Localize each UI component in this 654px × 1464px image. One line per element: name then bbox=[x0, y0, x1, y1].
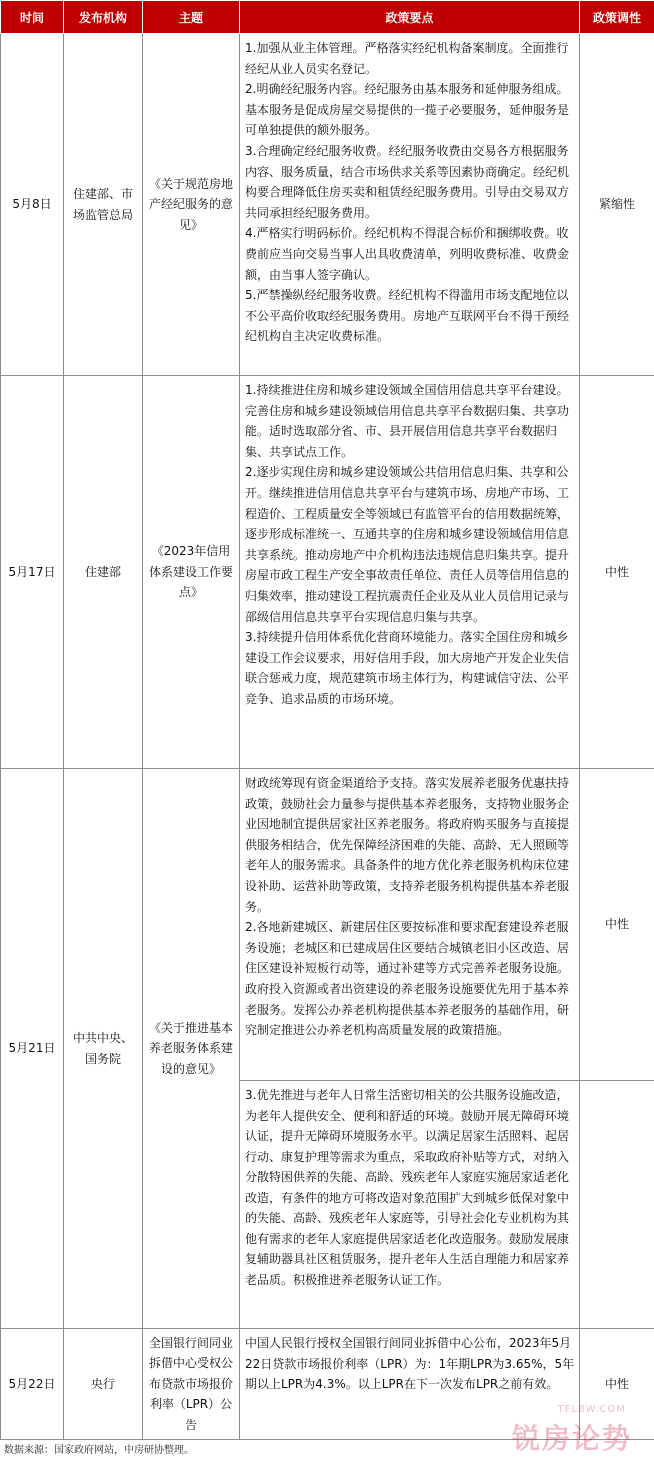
cell-date: 5月22日 bbox=[1, 1329, 64, 1440]
policy-point: 2.明确经纪服务内容。经纪服务由基本服务和延伸服务组成。基本服务是促成房屋交易提供的一揽子必要服务，延伸服务是可单独提供的额外服务。 bbox=[245, 82, 570, 138]
cell-org: 中共中央、国务院 bbox=[64, 769, 143, 1329]
policy-point: 财政统筹现有资金渠道给予支持。落实发展养老服务优惠扶持政策，鼓励社会力量参与提供基本养老服务，支持物业服务企业因地制宜提供居家社区养老服务。将政府购买服务与直接提供服务相结合，优先保障经济困难的失能、高龄、无人照顾等老年人的服务需求。具备条件的地方优化养老服务机构床位建设补助、运营补助等政策，支持养老服务机构提供基本养老服务。 bbox=[245, 776, 570, 914]
policy-point: 5.严禁操纵经纪服务收费。经纪机构不得滥用市场支配地位以不公平高价收取经纪服务费用。房地产互联网平台不得干预经纪机构自主决定收费标准。 bbox=[245, 288, 570, 344]
cell-date: 5月21日 bbox=[1, 769, 64, 1329]
table-row bbox=[1, 769, 654, 1081]
policy-point: 中国人民银行授权全国银行间同业拆借中心公布，2023年5月22日贷款市场报价利率（LPR）为：1年期LPR为3.65%，5年期以上LPR为4.3%。以上LPR在下一次发布LPR之前有效。 bbox=[245, 1336, 575, 1392]
cell-org: 央行 bbox=[64, 1329, 143, 1440]
table-row bbox=[1, 34, 654, 376]
cell-date: 5月8日 bbox=[1, 34, 64, 376]
watermark-name: 锐房论势 bbox=[511, 1422, 632, 1455]
header-date: 时间 bbox=[1, 1, 64, 34]
cell-points bbox=[240, 376, 580, 769]
policy-point: 3.持续提升信用体系优化营商环境能力。落实全国住房和城乡建设工作会议要求，用好信用手段，加大房地产开发企业失信联合惩戒力度，规范建筑市场主体行为，构建诚信守法、公平竞争、追求品质的市场环境。 bbox=[245, 630, 570, 706]
cell-topic: 《关于规范房地产经纪服务的意见》 bbox=[143, 34, 240, 376]
header-topic: 主题 bbox=[143, 1, 240, 34]
cell-tone: 紧缩性 bbox=[580, 34, 654, 376]
cell-tone: 中性 bbox=[580, 1329, 654, 1440]
cell-org: 住建部 bbox=[64, 376, 143, 769]
cell-topic: 全国银行间同业拆借中心受权公布贷款市场报价利率（LPR）公告 bbox=[143, 1329, 240, 1440]
policy-point: 1.加强从业主体管理。严格落实经纪机构备案制度。全面推行经纪从业人员实名登记。 bbox=[245, 41, 569, 76]
policy-point: 4.严格实行明码标价。经纪机构不得混合标价和捆绑收费。收费前应当向交易当事人出具收费清单，列明收费标准、收费金额，由当事人签字确认。 bbox=[245, 226, 570, 282]
policy-point: 3.合理确定经纪服务收费。经纪服务收费由交易各方根据服务内容、服务质量，结合市场供求关系等因素协商确定。经纪机构要合理降低住房买卖和租赁经纪服务费用。引导由交易双方共同承担经纪服务费用。 bbox=[245, 143, 570, 220]
policy-point: 2.逐步实现住房和城乡建设领域公共信用信息归集、共享和公开。继续推进信用信息共享平台与建筑市场、房地产市场、工程造价、工程质量安全等领域已有监管平台的信用数据统筹，逐步形成标准统一、互通共享的住房和城乡建设领域信用信息共享系统。推动房地产中介机构违法违规信息归集共享。提升房屋市政工程生产安全事故责任单位、责任人员等信用信息的归集效率，推动建设工程抗震责任企业及从业人员信用记录与部级信用信息共享平台实现信息归集与共享。 bbox=[245, 465, 570, 624]
policy-point: 3.优先推进与老年人日常生活密切相关的公共服务设施改造，为老年人提供安全、便利和舒适的环境。鼓励开展无障碍环境认证，提升无障碍环境服务水平。以满足居家生活照料、起居行动、康复护理等需求为重点，采取政府补贴等方式，对纳入分散特困供养的失能、高龄、残疾老年人家庭实施居家适老化改造，有条件的地方可将改造对象范围扩大到城乡低保对象中的失能、高龄、残疾老年人家庭等，引导社会化专业机构为其他有需求的老年人家庭提供居家适老化改造服务。鼓励发展康复辅助器具社区租赁服务，提升老年人生活自理能力和居家养老品质。积极推进养老服务认证工作。 bbox=[245, 1088, 570, 1287]
header-row bbox=[1, 1, 654, 34]
policy-point: 2.各地新建城区、新建居住区要按标准和要求配套建设养老服务设施；老城区和已建成居住区要结合城镇老旧小区改造、居住区建设补短板行动等，通过补建等方式完善养老服务设施。政府投入资源或者出资建设的养老服务设施要优先用于基本养老服务。发挥公办养老机构提供基本养老服务的基础作用，研究制定推进公办养老机构高质量发展的政策措施。 bbox=[245, 920, 570, 1038]
cell-points bbox=[240, 34, 580, 376]
cell-topic: 《2023年信用体系建设工作要点》 bbox=[143, 376, 240, 769]
source-note: 数据来源：国家政府网站，中房研协整理。 bbox=[4, 1445, 194, 1456]
watermark-url: TFLBW.COM bbox=[557, 1404, 626, 1415]
table-row bbox=[1, 376, 654, 769]
policy-point: 1.持续推进住房和城乡建设领域全国信用信息共享平台建设。完善住房和城乡建设领域信用信息共享平台数据归集、共享功能。适时选取部分省、市、县开展信用信息共享平台数据归集、共享试点工作。 bbox=[245, 383, 570, 459]
header-org: 发布机构 bbox=[64, 1, 143, 34]
cell-org: 住建部、市场监管总局 bbox=[64, 34, 143, 376]
cell-tone: 中性 bbox=[580, 376, 654, 769]
header-points: 政策要点 bbox=[240, 1, 580, 34]
cell-tone: 中性 bbox=[580, 769, 654, 1081]
cell-tone-empty bbox=[580, 1081, 654, 1329]
cell-points bbox=[240, 769, 580, 1081]
watermark-logo bbox=[482, 1404, 632, 1459]
cell-topic: 《关于推进基本养老服务体系建设的意见》 bbox=[143, 769, 240, 1329]
header-tone: 政策调性 bbox=[580, 1, 654, 34]
cell-date: 5月17日 bbox=[1, 376, 64, 769]
cell-points bbox=[240, 1081, 580, 1329]
